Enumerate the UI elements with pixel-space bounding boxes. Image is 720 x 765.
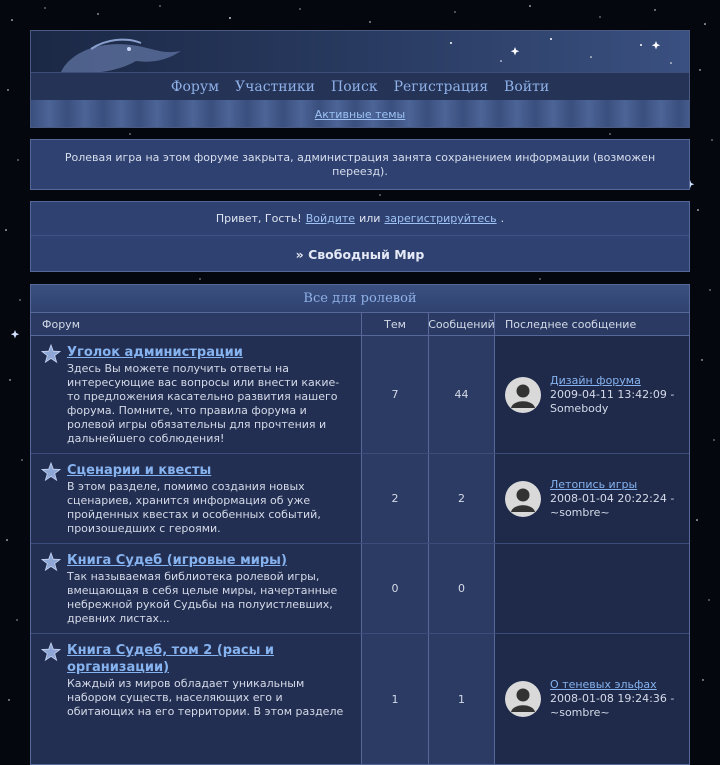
nav-register[interactable]: Регистрация: [393, 78, 489, 95]
column-forum: Форум: [31, 313, 362, 335]
forum-title-link[interactable]: Сценарии и квесты: [67, 463, 212, 478]
site-header: [30, 30, 690, 128]
welcome-panel: [30, 201, 690, 272]
forum-info: [31, 544, 362, 633]
table-header: [31, 313, 689, 336]
last-post-empty: [495, 544, 689, 633]
last-post-author: ~sombre~: [550, 505, 610, 519]
forum-info: [31, 634, 362, 764]
or-text: или: [359, 212, 381, 225]
last-post-author: ~sombre~: [550, 706, 610, 719]
forum-row: [31, 336, 689, 454]
posts-count: 1: [429, 634, 495, 764]
main-navigation: [31, 72, 689, 100]
topics-count: 7: [362, 336, 429, 453]
announcement: Ролевая игра на этом форуме закрыта, администрация занята сохранением информации (возможен переезд).: [30, 139, 690, 190]
topics-count: 2: [362, 454, 429, 543]
forum-star-icon: [41, 462, 61, 482]
topics-count: 0: [362, 544, 429, 633]
forum-description: Здесь Вы можете получить ответы на интересующие вас вопросы или внести какие-то предложения касательно развития нашего форума. Помните, что правила форума и ролевой игры обязательны для прочтения и дальнейшего соблюдения!: [67, 362, 340, 445]
avatar: [505, 481, 541, 517]
greeting-text: Привет, Гость!: [215, 212, 302, 225]
column-posts: Сообщений: [429, 313, 495, 335]
avatar: [505, 681, 541, 717]
forum-description: В этом разделе, помимо создания новых сценариев, хранится информация об уже пройденных квестах и особенных событий, произошедших с героями.: [67, 480, 321, 535]
forum-info: [31, 454, 362, 543]
last-post-author: Somebody: [550, 401, 609, 415]
posts-count: 2: [429, 454, 495, 543]
posts-count: 44: [429, 336, 495, 453]
last-post-date: 2008-01-08 19:24:36 -: [550, 692, 675, 705]
avatar: [505, 377, 541, 413]
nav-login[interactable]: Войти: [504, 78, 550, 95]
last-post-link[interactable]: Летопись игры: [550, 477, 638, 491]
guest-greeting: [31, 202, 689, 236]
header-banner: [31, 31, 689, 72]
nav-forum[interactable]: Форум: [170, 78, 219, 95]
nav-members[interactable]: Участники: [234, 78, 316, 95]
forum-description: Так называемая библиотека ролевой игры, вмещающая в себя целые миры, начертанные небрежной рукой Судьбы на полуистлевших, древних листах...: [67, 570, 338, 625]
last-post-date: 2008-01-04 20:22:24 -: [550, 491, 675, 505]
active-topics-link[interactable]: Активные темы: [314, 108, 406, 121]
forum-description: Каждый из миров обладает уникальным набором существ, населяющих его и обитающих на его территории. В этом разделе: [67, 677, 344, 718]
dragon-logo: [31, 31, 689, 72]
category-title: Все для ролевой: [31, 285, 689, 313]
posts-count: 0: [429, 544, 495, 633]
forum-title-link[interactable]: Уголок администрации: [67, 345, 243, 360]
period-text: .: [500, 212, 505, 225]
forum-star-icon: [41, 552, 61, 572]
last-post: [495, 634, 689, 764]
last-post: [495, 454, 689, 543]
last-post: [495, 336, 689, 453]
forum-category-table: [30, 284, 690, 765]
sub-navigation: [31, 100, 689, 128]
forum-star-icon: [41, 642, 61, 662]
column-last-post: Последнее сообщение: [505, 317, 637, 331]
last-post-date: 2009-04-11 13:42:09 -: [550, 387, 675, 401]
last-post-link[interactable]: О теневых эльфах: [550, 678, 657, 691]
forum-row: [31, 544, 689, 634]
breadcrumb: » Свободный Мир: [295, 246, 425, 262]
register-link[interactable]: зарегистрируйтесь: [384, 212, 497, 225]
forum-title-link[interactable]: Книга Судеб (игровые миры): [67, 553, 287, 568]
topics-count: 1: [362, 634, 429, 764]
forum-title-link[interactable]: Книга Судеб, том 2 (расы и организации): [67, 643, 274, 675]
nav-search[interactable]: Поиск: [331, 78, 378, 95]
forum-row: [31, 634, 689, 764]
login-link[interactable]: Войдите: [305, 212, 356, 225]
forum-star-icon: [41, 344, 61, 364]
last-post-link[interactable]: Дизайн форума: [550, 373, 641, 387]
column-topics: Тем: [362, 313, 429, 335]
page-container: [30, 30, 690, 765]
forum-info: [31, 336, 362, 453]
forum-row: [31, 454, 689, 544]
